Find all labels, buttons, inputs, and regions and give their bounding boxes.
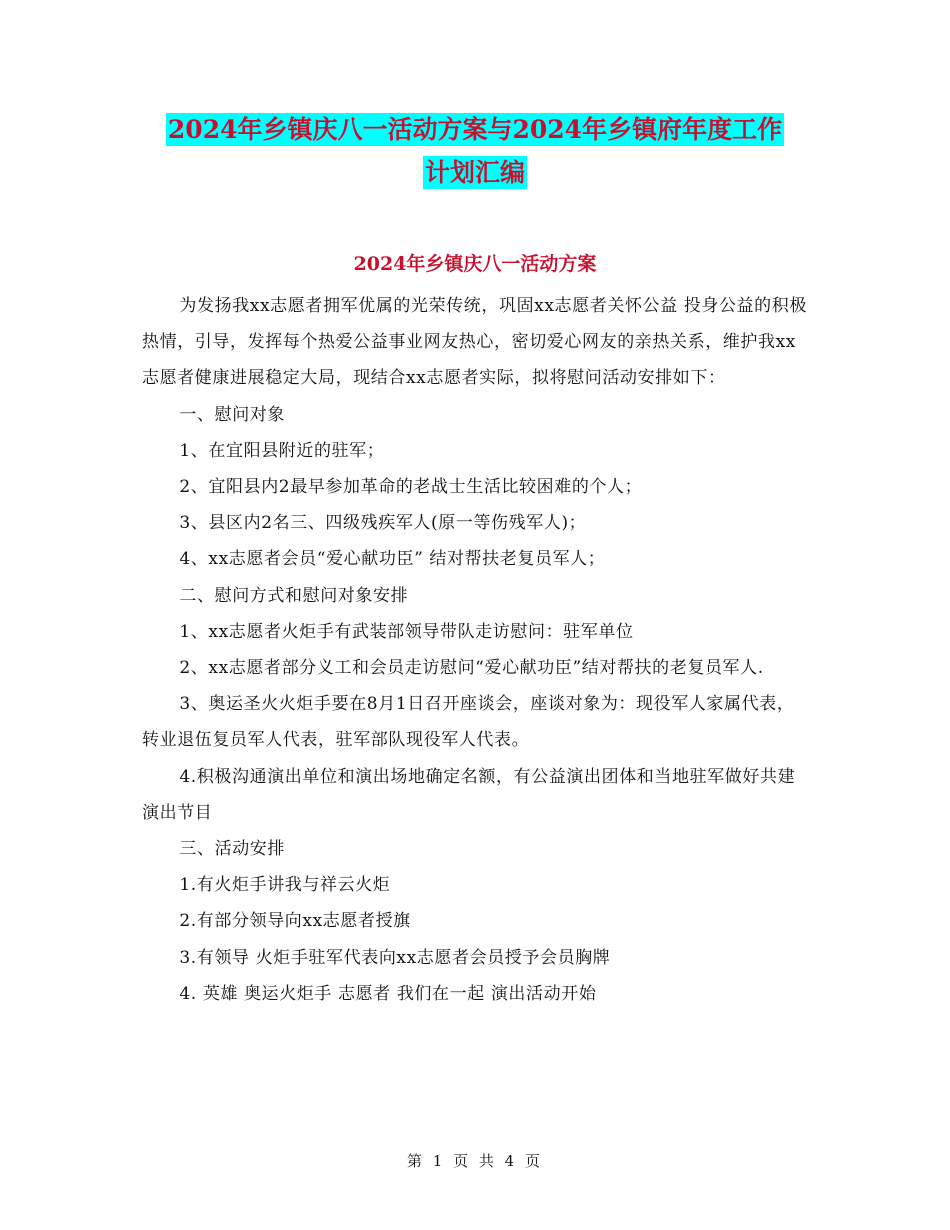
document-body — [142, 288, 812, 1012]
heading-activities: 三、活动安排 — [179, 839, 285, 860]
list-item: 1、在宜阳县附近的驻军； — [179, 440, 385, 461]
list-item: 3、县区内2名三、四级残疾军人(原一等伤残军人)； — [179, 513, 587, 534]
page-number-footer: 第 1 页 共 4 页 — [407, 1152, 543, 1170]
paragraph-intro: 为发扬我xx志愿者拥军优属的光荣传统，巩固xx志愿者关怀公益 投身公益的积极热情，引导，发挥每个热爱公益事业网友热心，密切爱心网友的亲热关系，维护我xx志愿者健康进展稳定大局，现结合xx志愿者实际，拟将慰问活动安排如下： — [142, 296, 807, 389]
list-item: 4. 英雄 奥运火炬手 志愿者 我们在一起 演出活动开始 — [179, 983, 597, 1004]
section-title: 2024年乡镇庆八一活动方案 — [353, 253, 597, 275]
heading-targets: 一、慰问对象 — [179, 404, 285, 425]
list-item: 4、xx志愿者会员“爱心献功臣” 结对帮扶老复员军人； — [179, 549, 606, 570]
list-item: 1.有火炬手讲我与祥云火炬 — [179, 875, 391, 896]
document-title-line-2: 计划汇编 — [424, 158, 525, 187]
document-title-line-1: 2024年乡镇庆八一活动方案与2024年乡镇府年度工作 — [167, 115, 783, 144]
list-item: 3.有领导 火炬手驻军代表向xx志愿者会员授予会员胸牌 — [179, 947, 611, 968]
list-item: 2.有部分领导向xx志愿者授旗 — [179, 911, 411, 932]
list-item: 2、宜阳县内2最早参加革命的老战士生活比较困难的个人； — [179, 477, 643, 498]
heading-methods: 二、慰问方式和慰问对象安排 — [179, 585, 409, 606]
list-item: 4.积极沟通演出单位和演出场地确定名额，有公益演出团体和当地驻军做好共建演出节目 — [142, 766, 796, 823]
list-item: 1、xx志愿者火炬手有武装部领导带队走访慰问：驻军单位 — [179, 621, 634, 642]
list-item: 2、xx志愿者部分义工和会员走访慰问“爱心献功臣”结对帮扶的老复员军人. — [179, 658, 764, 679]
list-item: 3、奥运圣火火炬手要在8月1日召开座谈会，座谈对象为：现役军人家属代表，转业退伍复员军人代表，驻军部队现役军人代表。 — [142, 694, 795, 751]
